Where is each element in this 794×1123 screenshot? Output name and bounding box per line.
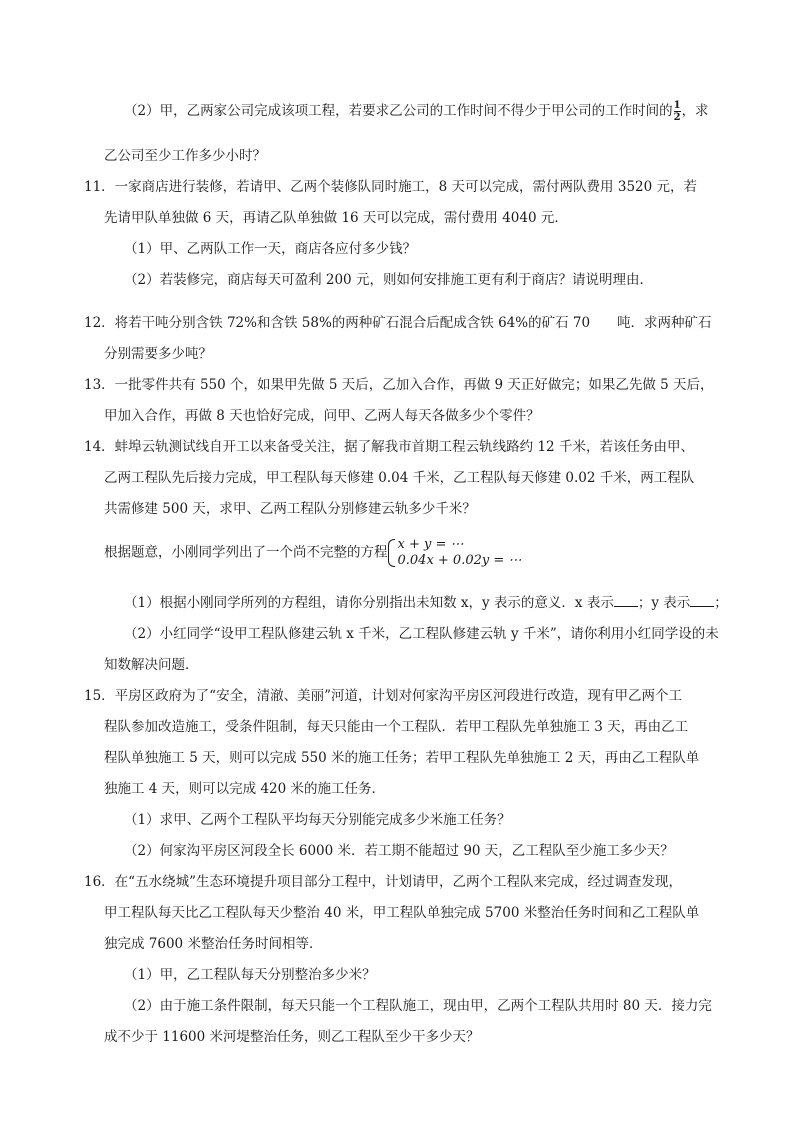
line-text: ，求 (681, 103, 709, 119)
problem-16-part-2: （2）由于施工条件限制，每天只能一个工程队施工，现由甲，乙两个工程队共用时 80 天．接力完 (124, 998, 712, 1014)
problem-15-cont-3: 独施工 4 天，则可以完成 420 米的施工任务． (104, 781, 386, 797)
problem-15-cont-1: 程队参加改造施工，受条件阻制，每天只能由一个工程队．若甲工程队先单独施工 3 天，再由乙工 (104, 719, 689, 735)
problem-16-part-1: （1）甲，乙工程队每天分别整治多少米？ (124, 967, 376, 983)
problem-11: 11．一家商店进行装修，若请甲、乙两个装修队同时施工，8 天可以完成，需付两队费用 3520 元，若 (84, 179, 697, 195)
equation-system (388, 537, 522, 569)
problem-14-part-2: （2）小红同学“设甲工程队修建云轨 x 千米，乙工程队修建云轨 y 千米”，请你利用小红同学设的未 (124, 626, 719, 642)
line-text: ； (714, 595, 728, 611)
problem-11-part-2: （2）若装修完，商店每天可盈利 200 元，则如何安排施工更有利于商店？请说明理由． (124, 272, 653, 288)
problem-12-cont: 分别需要多少吨？ (104, 346, 212, 362)
problem-11-part-1: （1）甲、乙两队工作一天，商店各应付多少钱？ (124, 241, 417, 257)
equation-1: x + y = ⋯ (397, 537, 464, 552)
problem-15-cont-2: 程队单独施工 5 天，则可以完成 550 米的施工任务；若甲工程队先单独施工 2 天，再由乙工程队单 (104, 750, 700, 766)
problem-16: 16．在“五水绕城”生态环境提升项目部分工程中，计划请甲，乙两个工程队来完成，经过调查发现， (84, 874, 682, 890)
problem-15: 15．平房区政府为了“安全，清澈、美丽”河道，计划对何家沟平房区河段进行改造，现有甲乙两个工 (84, 688, 682, 704)
line-text: 根据题意，小刚同学列出了一个尚不完整的方程 (104, 544, 388, 561)
line-text: （2）甲，乙两家公司完成该项工程，若要求乙公司的工作时间不得少于甲公司的工作时间的 (124, 103, 673, 119)
fraction-numerator: 1 (673, 100, 681, 111)
problem-14-equation-line (104, 537, 521, 569)
fraction-one-half (674, 101, 681, 122)
problem-16-cont-1: 甲工程队每天比乙工程队每天少整治 40 米，甲工程队单独完成 5700 米整治任务时间和乙工程队单 (104, 905, 700, 921)
problem-14: 14．蚌埠云轨测试线自开工以来备受关注，据了解我市首期工程云轨线路约 12 千米，若该任务由甲、 (84, 439, 694, 455)
problem-10-part-2 (124, 101, 709, 122)
problem-14-part-1 (124, 594, 728, 612)
answer-blank-x[interactable] (614, 594, 638, 607)
problem-12: 12．将若干吨分别含铁 72%和含铁 58%的两种矿石混合后配成含铁 64%的矿石 70 吨．求两种矿石 (84, 315, 712, 331)
problem-16-part-2-cont: 成不少于 11600 米河堤整治任务，则乙工程队至少干多少天？ (104, 1029, 480, 1045)
problem-13-cont: 甲加入合作，再做 8 天也恰好完成，问甲、乙两人每天各做多少个零件？ (104, 408, 540, 424)
line-text: ；y 表示 (637, 595, 691, 611)
problem-16-cont-2: 独完成 7600 米整治任务时间相等． (104, 936, 323, 952)
problem-14-part-2-cont: 知数解决问题． (104, 657, 199, 673)
answer-blank-y[interactable] (690, 594, 714, 607)
problem-13: 13．一批零件共有 550 个，如果甲先做 5 天后，乙加入合作，再做 9 天正好做完；如果乙先做 5 天后， (84, 377, 714, 393)
problem-15-part-2: （2）何家沟平房区河段全长 6000 米．若工期不能超过 90 天，乙工程队至少施工多少天？ (124, 843, 674, 859)
problem-11-cont: 先请甲队单独做 6 天，再请乙队单独做 16 天可以完成，需付费用 4040 元． (104, 210, 568, 226)
line-text: （1）根据小刚同学所列的方程组，请你分别指出未知数 x，y 表示的意义．x 表示 (124, 595, 614, 611)
problem-14-cont-1: 乙两工程队先后接力完成，甲工程队每天修建 0.04 千米，乙工程队每天修建 0.02 千米，两工程队 (104, 470, 695, 486)
problem-14-cont-2: 共需修建 500 天，求甲、乙两工程队分别修建云轨多少千米？ (104, 501, 476, 517)
problem-15-part-1: （1）求甲、乙两个工程队平均每天分别能完成多少米施工任务？ (124, 812, 511, 828)
fraction-denominator: 2 (673, 112, 681, 123)
equation-2: 0.04x + 0.02y = ⋯ (397, 553, 522, 568)
problem-10-part-2-cont: 乙公司至少工作多少小时？ (104, 148, 266, 164)
